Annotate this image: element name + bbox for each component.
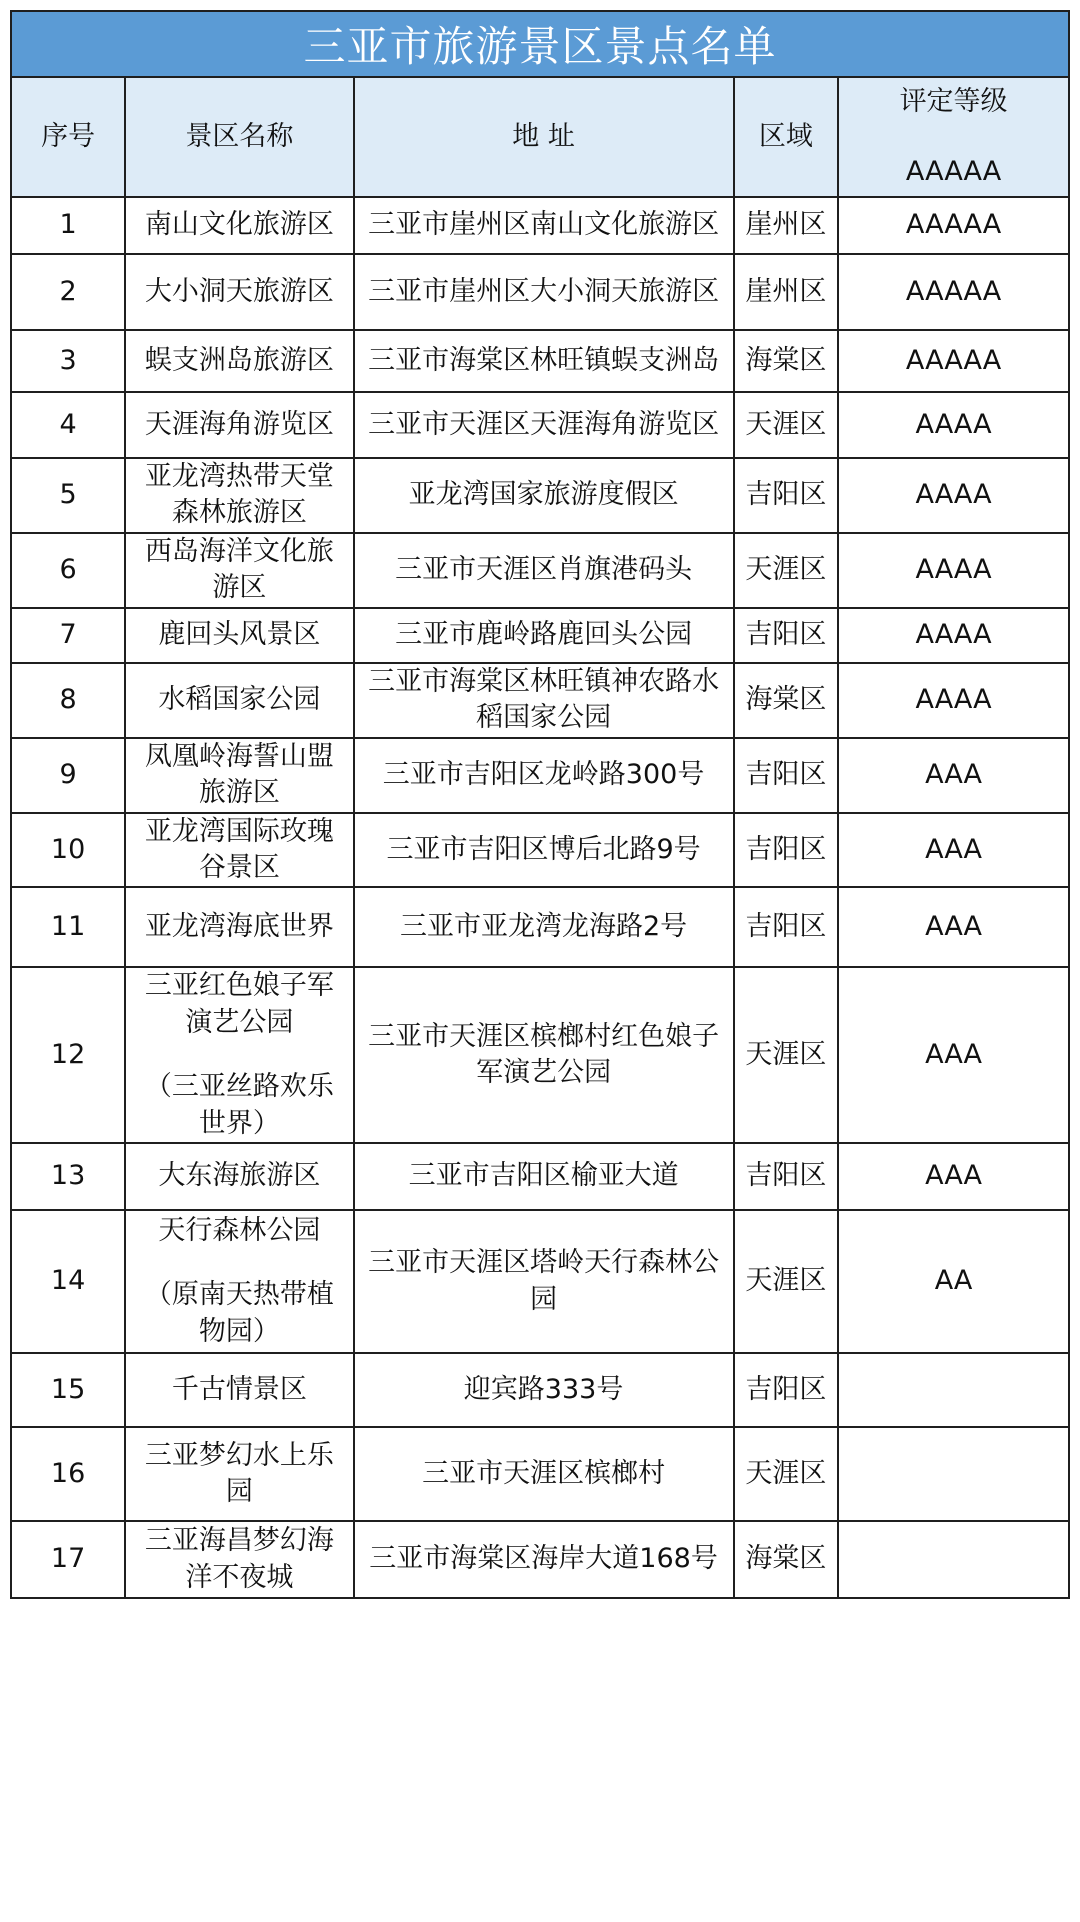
cell-name-line: （原南天热带植 [144, 1279, 334, 1311]
cell-address [354, 533, 734, 608]
cell-index: 15 [11, 1353, 125, 1427]
cell-name-line: 亚龙湾海底世界 [144, 911, 334, 943]
header-row [11, 77, 1069, 197]
cell-address [354, 1210, 734, 1353]
cell-name [125, 1427, 353, 1521]
cell-address-line: 三亚市鹿岭路鹿回头公园 [395, 619, 693, 651]
cell-district: 吉阳区 [734, 458, 839, 533]
cell-address [354, 392, 734, 458]
cell-grade: AAAA [838, 533, 1069, 608]
cell-district: 海棠区 [734, 1521, 839, 1598]
table-row [11, 1353, 1069, 1427]
cell-grade: AAAAA [838, 197, 1069, 254]
cell-address-line: 三亚市天涯区天涯海角游览区 [368, 408, 720, 440]
cell-district: 吉阳区 [734, 738, 839, 813]
cell-name [125, 458, 353, 533]
cell-grade: AAAA [838, 608, 1069, 663]
table-row [11, 1427, 1069, 1521]
table-row [11, 392, 1069, 458]
cell-address [354, 1143, 734, 1210]
cell-name [125, 1210, 353, 1353]
cell-name-line: 大东海旅游区 [158, 1160, 321, 1192]
cell-name-line: 西岛海洋文化旅 [144, 535, 334, 567]
cell-name [125, 254, 353, 330]
cell-name-line: 世界） [198, 1107, 280, 1139]
cell-index: 5 [11, 458, 125, 533]
table-row [11, 738, 1069, 813]
cell-name [125, 738, 353, 813]
table-row [11, 887, 1069, 967]
cell-name-line: 凤凰岭海誓山盟 [144, 740, 334, 772]
cell-grade: AAA [838, 738, 1069, 813]
cell-address [354, 1521, 734, 1598]
cell-name [125, 1521, 353, 1598]
cell-name-line: 谷景区 [198, 851, 280, 883]
cell-address [354, 738, 734, 813]
cell-index: 3 [11, 330, 125, 392]
table-row [11, 254, 1069, 330]
cell-district: 吉阳区 [734, 1353, 839, 1427]
cell-address [354, 1353, 734, 1427]
scenic-spot-sheet [10, 10, 1070, 1599]
cell-address [354, 887, 734, 967]
cell-district: 天涯区 [734, 1427, 839, 1521]
cell-name-line: 洋不夜城 [185, 1561, 294, 1593]
cell-name-line: 三亚梦幻水上乐 [144, 1439, 334, 1471]
table-row [11, 533, 1069, 608]
cell-address-line: 亚龙湾国家旅游度假区 [408, 479, 679, 511]
cell-address-line: 三亚市吉阳区博后北路9号 [386, 833, 701, 865]
cell-district: 天涯区 [734, 1210, 839, 1353]
cell-address-line: 三亚市海棠区林旺镇神农路水 [368, 665, 720, 697]
cell-name-line: 亚龙湾热带天堂 [144, 461, 334, 492]
header-district: 区域 [734, 77, 839, 197]
cell-address [354, 1427, 734, 1521]
table-row [11, 1210, 1069, 1353]
cell-index: 10 [11, 813, 125, 888]
scenic-spot-table [10, 76, 1070, 1599]
cell-name [125, 813, 353, 888]
cell-name-line [130, 1249, 348, 1277]
cell-name [125, 608, 353, 663]
cell-grade: AAA [838, 1143, 1069, 1210]
cell-address [354, 197, 734, 254]
cell-name-line: （三亚丝路欢乐 [144, 1071, 334, 1103]
cell-address-line: 三亚市天涯区槟榔村 [422, 1457, 666, 1489]
sheet-title: 三亚市旅游景区景点名单 [10, 10, 1070, 76]
cell-grade: AA [838, 1210, 1069, 1353]
cell-district: 天涯区 [734, 392, 839, 458]
cell-index: 16 [11, 1427, 125, 1521]
cell-index: 2 [11, 254, 125, 330]
cell-address [354, 967, 734, 1143]
cell-name [125, 663, 353, 738]
cell-name-line: 物园） [198, 1315, 280, 1347]
cell-name-line: 三亚红色娘子军 [144, 970, 334, 1002]
cell-name-line: 森林旅游区 [171, 497, 307, 529]
cell-name [125, 1143, 353, 1210]
cell-district: 海棠区 [734, 330, 839, 392]
cell-name-line: 千古情景区 [171, 1373, 307, 1405]
cell-district: 吉阳区 [734, 813, 839, 888]
cell-name-line [130, 1041, 348, 1069]
cell-grade: AAA [838, 967, 1069, 1143]
header-grade-label: 评定等级 [899, 86, 1008, 117]
cell-name-line: 南山文化旅游区 [144, 209, 334, 241]
cell-address-line: 三亚市亚龙湾龙海路2号 [399, 911, 688, 943]
cell-district: 天涯区 [734, 967, 839, 1143]
cell-index: 1 [11, 197, 125, 254]
table-row [11, 967, 1069, 1143]
cell-index: 8 [11, 663, 125, 738]
header-grade-sub: AAAAA [905, 155, 1002, 187]
cell-grade: AAA [838, 887, 1069, 967]
cell-index: 11 [11, 887, 125, 967]
header-name: 景区名称 [125, 77, 353, 197]
cell-index: 13 [11, 1143, 125, 1210]
table-row [11, 1143, 1069, 1210]
header-grade [838, 77, 1069, 197]
cell-district: 吉阳区 [734, 608, 839, 663]
cell-district: 崖州区 [734, 197, 839, 254]
cell-name [125, 887, 353, 967]
table-row [11, 813, 1069, 888]
cell-name [125, 330, 353, 392]
cell-name-line: 三亚海昌梦幻海 [144, 1525, 334, 1557]
cell-grade: AAAAA [838, 330, 1069, 392]
cell-grade [838, 1521, 1069, 1598]
cell-name-line: 演艺公园 [185, 1006, 294, 1038]
cell-address-line: 三亚市海棠区海岸大道168号 [369, 1543, 718, 1575]
cell-index: 9 [11, 738, 125, 813]
table-row [11, 197, 1069, 254]
cell-district: 崖州区 [734, 254, 839, 330]
cell-name-line: 天涯海角游览区 [144, 408, 334, 440]
table-row [11, 663, 1069, 738]
cell-district: 天涯区 [734, 533, 839, 608]
cell-index: 4 [11, 392, 125, 458]
cell-district: 吉阳区 [734, 1143, 839, 1210]
cell-name-line: 游区 [212, 572, 267, 604]
cell-address [354, 330, 734, 392]
cell-district: 海棠区 [734, 663, 839, 738]
cell-grade: AAAA [838, 392, 1069, 458]
header-address: 地 址 [354, 77, 734, 197]
cell-address [354, 458, 734, 533]
cell-address [354, 813, 734, 888]
cell-index: 6 [11, 533, 125, 608]
cell-address-line: 三亚市天涯区塔岭天行森林公 [368, 1247, 720, 1279]
cell-name-line: 鹿回头风景区 [158, 619, 321, 651]
table-body [11, 197, 1069, 1598]
cell-grade [838, 1353, 1069, 1427]
cell-address [354, 254, 734, 330]
cell-index: 7 [11, 608, 125, 663]
cell-address-line: 三亚市吉阳区龙岭路300号 [382, 758, 705, 790]
cell-grade: AAAA [838, 663, 1069, 738]
table-row [11, 608, 1069, 663]
cell-index: 14 [11, 1210, 125, 1353]
cell-address-line: 迎宾路333号 [463, 1373, 624, 1405]
cell-name-line: 天行森林公园 [158, 1214, 321, 1246]
cell-grade: AAAAA [838, 254, 1069, 330]
cell-address-line: 三亚市吉阳区榆亚大道 [408, 1160, 679, 1192]
cell-name-line: 大小洞天旅游区 [144, 275, 334, 307]
cell-name [125, 967, 353, 1143]
cell-name-line: 园 [225, 1476, 253, 1508]
cell-grade: AAAA [838, 458, 1069, 533]
cell-name-line: 水稻国家公园 [158, 683, 321, 715]
table-row [11, 1521, 1069, 1598]
cell-name-line: 蜈支洲岛旅游区 [144, 344, 334, 376]
cell-address [354, 608, 734, 663]
header-index: 序号 [11, 77, 125, 197]
cell-name-line: 亚龙湾国际玫瑰 [144, 815, 334, 847]
cell-address [354, 663, 734, 738]
cell-district: 吉阳区 [734, 887, 839, 967]
cell-address-line: 三亚市崖州区大小洞天旅游区 [368, 275, 720, 307]
cell-address-line: 三亚市天涯区肖旗港码头 [395, 554, 693, 586]
cell-name [125, 197, 353, 254]
cell-index: 17 [11, 1521, 125, 1598]
table-row [11, 330, 1069, 392]
cell-grade [838, 1427, 1069, 1521]
table-row [11, 458, 1069, 533]
cell-address-line: 三亚市天涯区槟榔村红色娘子 [368, 1020, 720, 1052]
cell-address-line: 三亚市海棠区林旺镇蜈支洲岛 [368, 344, 720, 376]
cell-address-line: 园 [530, 1283, 558, 1315]
cell-name [125, 392, 353, 458]
cell-grade: AAA [838, 813, 1069, 888]
cell-name [125, 1353, 353, 1427]
cell-address-line: 稻国家公园 [476, 702, 612, 734]
cell-name-line: 旅游区 [198, 777, 280, 809]
cell-address-line: 三亚市崖州区南山文化旅游区 [368, 209, 720, 241]
cell-index: 12 [11, 967, 125, 1143]
cell-name [125, 533, 353, 608]
cell-address-line: 军演艺公园 [476, 1057, 612, 1089]
